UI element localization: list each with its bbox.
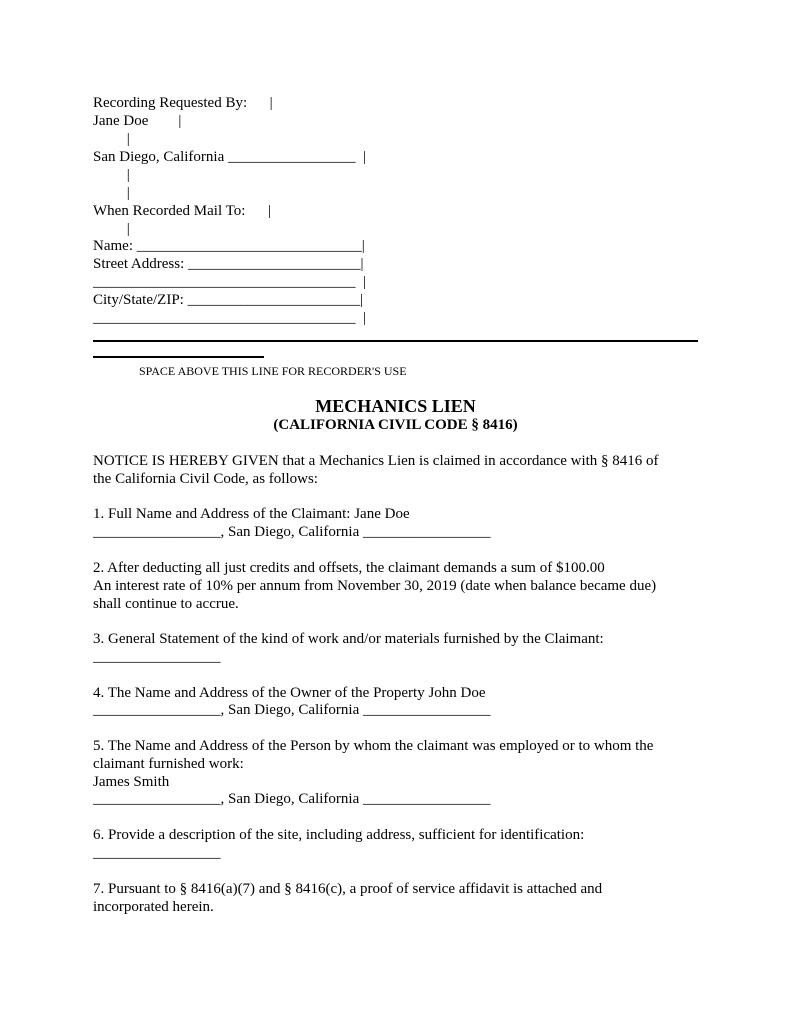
intro-line: the California Civil Code, as follows: xyxy=(93,471,318,487)
item-line: 3. General Statement of the kind of work and/or materials furnished by the Claimant: xyxy=(93,631,604,647)
item-line: An interest rate of 10% per annum from November 30, 2019 (date when balance became due) xyxy=(93,578,657,594)
mail-street-address-line: Street Address: _______________________| xyxy=(93,256,364,272)
item-line: 4. The Name and Address of the Owner of the Property John Doe xyxy=(93,685,486,701)
requester-name-line: Jane Doe | xyxy=(93,113,182,129)
requester-address-line: San Diego, California _________________ | xyxy=(93,149,366,165)
document-title: MECHANICS LIEN xyxy=(315,396,476,416)
separator-line: | xyxy=(93,131,130,147)
recording-requested-by-line: Recording Requested By: | xyxy=(93,95,273,111)
item-line: 1. Full Name and Address of the Claimant: Jane Doe xyxy=(93,506,410,522)
recorder-space-label: SPACE ABOVE THIS LINE FOR RECORDER'S USE xyxy=(139,364,407,378)
item-line: 2. After deducting all just credits and offsets, the claimant demands a sum of $100.00 xyxy=(93,560,605,576)
mail-city-state-zip-line: City/State/ZIP: _______________________| xyxy=(93,292,364,308)
mail-name-line: Name: ______________________________| xyxy=(93,238,365,254)
item-line: James Smith xyxy=(93,774,170,790)
item-line: _________________, San Diego, California _________________ xyxy=(93,791,491,807)
item-line: _________________, San Diego, California _________________ xyxy=(93,524,491,540)
item-line: incorporated herein. xyxy=(93,899,214,915)
item-line: _________________ xyxy=(93,845,221,861)
item-line: _________________ xyxy=(93,649,221,665)
item-line: 7. Pursuant to § 8416(a)(7) and § 8416(c), a proof of service affidavit is attached and xyxy=(93,881,603,897)
intro-line: NOTICE IS HEREBY GIVEN that a Mechanics Lien is claimed in accordance with § 8416 of xyxy=(93,453,659,469)
item-line: claimant furnished work: xyxy=(93,756,244,772)
mail-street-address-continued-line: ___________________________________ | xyxy=(93,274,367,290)
separator-line: | xyxy=(93,185,130,201)
item-line: _________________, San Diego, California _________________ xyxy=(93,702,491,718)
document-subtitle: (CALIFORNIA CIVIL CODE § 8416) xyxy=(273,417,518,433)
when-recorded-mail-to-line: When Recorded Mail To: | xyxy=(93,203,271,219)
mail-extra-line: ___________________________________ | xyxy=(93,310,367,326)
item-line: 5. The Name and Address of the Person by whom the claimant was employed or to whom the xyxy=(93,738,654,754)
item-line: 6. Provide a description of the site, including address, sufficient for identification: xyxy=(93,827,585,843)
recorder-space-short-rule xyxy=(93,356,264,358)
separator-line: | xyxy=(93,221,130,237)
separator-line: | xyxy=(93,167,130,183)
item-line: shall continue to accrue. xyxy=(93,596,239,612)
recorder-space-rule xyxy=(93,340,698,342)
